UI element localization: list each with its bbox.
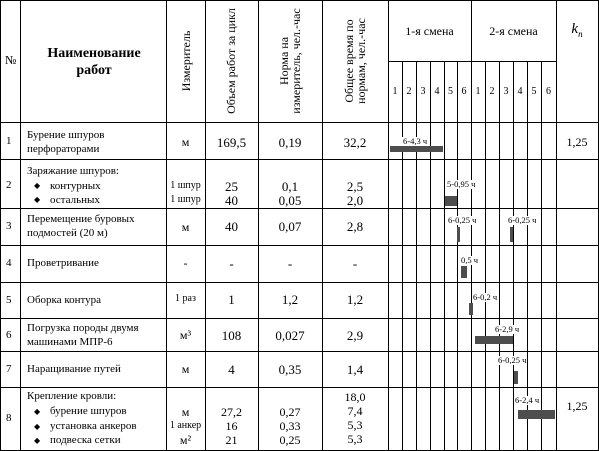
schedule-bar bbox=[469, 303, 473, 315]
volume-cell: 40 bbox=[225, 193, 238, 208]
volume-cell: 16 bbox=[225, 419, 238, 433]
unit-cell: м bbox=[181, 135, 190, 149]
bullet-icon: ◆ bbox=[34, 422, 41, 431]
bullet-icon: ◆ bbox=[34, 407, 41, 416]
total-cell: 2,9 bbox=[346, 328, 364, 343]
row-number: 3 bbox=[6, 220, 12, 232]
header-total: Общее время по нормам, чел.-час bbox=[342, 18, 368, 104]
work-name: Перемещение буровых bbox=[27, 213, 135, 225]
hour-label: 2 bbox=[406, 86, 412, 97]
work-name: остальных bbox=[50, 194, 100, 206]
work-name: бурение шпуров bbox=[50, 405, 127, 417]
work-name: Проветривание bbox=[27, 257, 99, 269]
norm-cell: 0,19 bbox=[278, 135, 302, 150]
schedule-bar bbox=[510, 227, 513, 242]
norm-cell: 0,25 bbox=[279, 433, 301, 447]
hour-label: 1 bbox=[392, 86, 398, 97]
work-name: установка анкеров bbox=[50, 420, 137, 432]
work-name: Крепление кровли: bbox=[27, 390, 117, 402]
work-name: перфораторами bbox=[27, 143, 100, 155]
total-cell: 5,3 bbox=[347, 418, 363, 432]
work-name: Наращивание путей bbox=[27, 363, 121, 375]
unit-cell: м² bbox=[179, 433, 192, 447]
work-name: контурных bbox=[50, 180, 101, 192]
segment-label: 6-2,4 ч bbox=[515, 395, 540, 405]
bullet-icon: ◆ bbox=[34, 436, 41, 445]
segment-label: 6-0,2 ч bbox=[473, 292, 498, 302]
volume-cell: 21 bbox=[225, 433, 238, 447]
norm-cell: 0,07 bbox=[278, 219, 302, 234]
row-number: 1 bbox=[6, 135, 12, 147]
total-cell: - bbox=[352, 256, 358, 271]
total-cell: 1,4 bbox=[346, 362, 364, 377]
norm-cell: 0,1 bbox=[281, 179, 299, 194]
total-cell: 2,8 bbox=[346, 219, 364, 234]
row-number: 4 bbox=[6, 257, 12, 269]
header-k: $k_п$ bbox=[571, 21, 583, 39]
work-name: Заряжание шпуров: bbox=[27, 165, 119, 177]
schedule-bar bbox=[514, 371, 518, 384]
unit-cell: м³ bbox=[179, 328, 192, 342]
norm-cell: 0,027 bbox=[275, 328, 305, 343]
hour-label: 4 bbox=[517, 86, 523, 97]
norm-cell: 0,33 bbox=[279, 419, 301, 433]
hour-label: 1 bbox=[475, 86, 481, 97]
hour-label: 5 bbox=[448, 86, 453, 97]
norm-cell: 0,35 bbox=[278, 362, 302, 377]
work-name: машинами МПР-6 bbox=[27, 336, 113, 348]
k-cell: 1,25 bbox=[566, 135, 588, 149]
total-cell: 7,4 bbox=[347, 404, 363, 418]
hour-label: 6 bbox=[546, 86, 551, 97]
bullet-icon: ◆ bbox=[34, 195, 41, 204]
row-number: 2 bbox=[6, 179, 12, 191]
volume-cell: 1 bbox=[228, 292, 235, 307]
work-name: подвеска сетки bbox=[50, 434, 121, 446]
total-cell: 18,0 bbox=[344, 390, 366, 404]
volume-cell: 108 bbox=[221, 328, 242, 343]
k-cell: 1,25 bbox=[566, 399, 588, 413]
header-shift-1: 1-я смена bbox=[405, 24, 454, 38]
total-cell: 32,2 bbox=[343, 135, 367, 150]
schedule-bar bbox=[475, 336, 513, 344]
volume-cell: 27,2 bbox=[221, 405, 242, 419]
row-number: 5 bbox=[6, 294, 12, 306]
header-k-sub: п bbox=[578, 29, 583, 39]
segment-label: 0,5 ч bbox=[461, 255, 479, 265]
row-number: 7 bbox=[6, 363, 12, 375]
header-num: № bbox=[5, 53, 17, 67]
schedule-bar bbox=[457, 227, 460, 242]
unit-cell: 1 шпур bbox=[170, 194, 201, 205]
work-name: Погрузка породы двумя bbox=[27, 322, 139, 334]
total-cell: 5,3 bbox=[347, 432, 363, 446]
unit-cell: 1 шпур bbox=[170, 180, 201, 191]
segment-label: 6-0,25 ч bbox=[448, 215, 477, 225]
norm-cell: - bbox=[287, 256, 293, 271]
unit-cell: м bbox=[181, 405, 190, 419]
hour-label: 2 bbox=[489, 86, 495, 97]
total-cell: 2,5 bbox=[346, 179, 364, 194]
volume-cell: 4 bbox=[228, 362, 235, 377]
hour-label: 4 bbox=[434, 86, 440, 97]
header-volume: Объем работ за цикл bbox=[224, 8, 238, 114]
row-number: 6 bbox=[6, 329, 12, 341]
header-unit: Измеритель bbox=[179, 30, 193, 92]
segment-label: 6-0,25 ч bbox=[508, 215, 537, 225]
work-name: Бурение шпуров bbox=[27, 129, 105, 141]
segment-label: 6-4,3 ч bbox=[403, 136, 428, 146]
schedule-bar bbox=[518, 410, 555, 419]
unit-cell: м bbox=[181, 362, 190, 376]
hour-label: 3 bbox=[503, 86, 509, 97]
bullet-icon: ◆ bbox=[34, 181, 41, 190]
hour-label: 3 bbox=[420, 86, 426, 97]
segment-label: 5-0,95 ч bbox=[447, 179, 476, 189]
row-number: 8 bbox=[6, 412, 12, 424]
header-norm: Норма на измеритель, чел.-час bbox=[277, 8, 303, 114]
hour-label: 6 bbox=[461, 86, 467, 97]
schedule-bar bbox=[390, 146, 443, 152]
header-shift-2: 2-я смена bbox=[489, 24, 538, 38]
work-name: Оборка контура bbox=[27, 294, 102, 306]
total-cell: 1,2 bbox=[346, 292, 364, 307]
volume-cell: 169,5 bbox=[216, 135, 247, 150]
unit-cell: 1 анкер bbox=[169, 420, 202, 431]
norm-cell: 0,05 bbox=[278, 193, 302, 208]
schedule-bar bbox=[461, 266, 467, 278]
unit-cell: - bbox=[183, 256, 188, 270]
segment-label: 6-0,25 ч bbox=[498, 355, 527, 365]
hour-label: 5 bbox=[531, 86, 537, 97]
work-name: подмостей (20 м) bbox=[27, 227, 108, 239]
unit-cell: 1 раз bbox=[175, 293, 196, 304]
volume-cell: - bbox=[229, 256, 234, 271]
schedule-bar bbox=[445, 196, 457, 206]
norm-cell: 0,27 bbox=[279, 405, 301, 419]
volume-cell: 40 bbox=[225, 219, 238, 234]
unit-cell: м bbox=[181, 220, 190, 234]
total-cell: 2,0 bbox=[346, 193, 364, 208]
header-work-name: Наименование работ bbox=[47, 46, 141, 78]
norm-cell: 1,2 bbox=[281, 292, 299, 307]
segment-label: 6-2,9 ч bbox=[495, 324, 520, 334]
volume-cell: 25 bbox=[225, 179, 238, 194]
